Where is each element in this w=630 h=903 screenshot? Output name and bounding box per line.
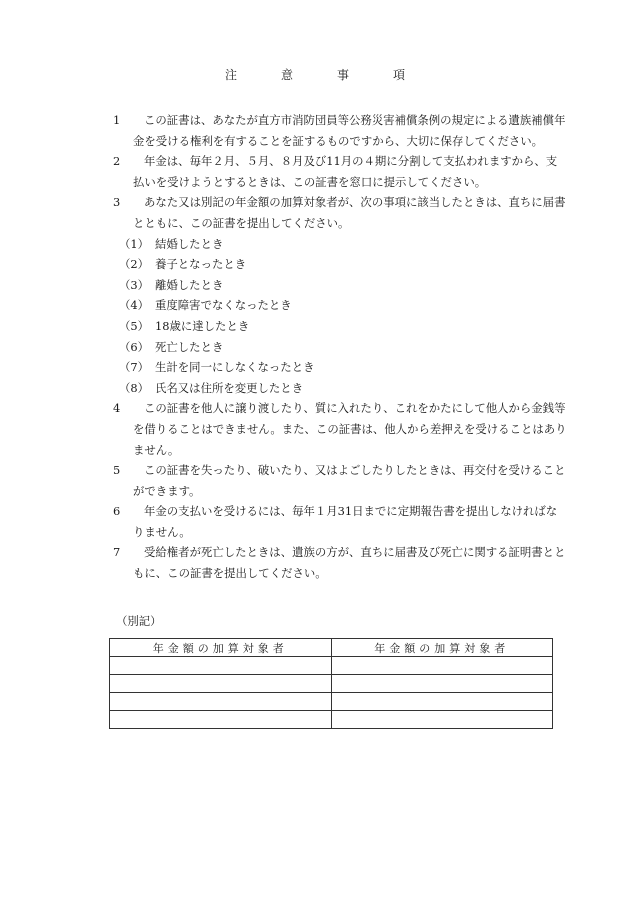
sub-item — [113, 337, 568, 358]
item-text: この証書を失ったり、破いたり、又はよごしたりしたときは、再交付を受けることができます。 — [133, 463, 566, 498]
annex-header-cell: 年金額の加算対象者 — [331, 639, 553, 657]
notice-item — [113, 542, 568, 583]
sub-item-text: 死亡したとき — [155, 339, 224, 354]
annex-table — [109, 638, 553, 729]
sub-item-text: 結婚したとき — [155, 236, 224, 251]
annex-cell[interactable] — [331, 711, 553, 729]
sub-item — [113, 357, 568, 378]
annex-cell[interactable] — [331, 693, 553, 711]
notice-item — [113, 501, 568, 542]
sub-item-text: 離婚したとき — [155, 277, 224, 292]
sub-item-number: （4） — [119, 298, 150, 313]
annex-cell[interactable] — [331, 675, 553, 693]
sub-item — [113, 254, 568, 275]
annex-header-cell: 年金額の加算対象者 — [110, 639, 332, 657]
title-char: 事 — [337, 68, 350, 82]
item-text: この証書を他人に譲り渡したり、質に入れたり、これをかたにして他人から金銭等を借りることはできません。また、この証書は、他人から差押えを受けることはありません。 — [133, 401, 567, 457]
item-number: 3 — [113, 195, 121, 210]
sub-item-text: 氏名又は住所を変更したとき — [155, 380, 304, 395]
item-text: 受給権者が死亡したときは、遺族の方が、直ちに届書及び死亡に関する証明書とともに、この証書を提出してください。 — [133, 545, 566, 581]
item-text: あなた又は別記の年金額の加算対象者が、次の事項に該当したときは、直ちに届書とともに、この証書を提出してください。 — [133, 195, 566, 230]
sub-item — [113, 378, 568, 399]
item-text: この証書は、あなたが直方市消防団員等公務災害補償条例の規定による遺族補償年金を受ける権利を有することを証するものですから、大切に保存してください。 — [133, 113, 566, 148]
annex-cell[interactable] — [110, 693, 332, 711]
sub-item-text: 18歳に達したとき — [155, 318, 250, 333]
notice-item — [113, 151, 568, 192]
item-number: 6 — [113, 504, 121, 519]
notice-item — [113, 110, 568, 151]
sub-item-number: （6） — [119, 339, 150, 354]
sub-item-number: （1） — [119, 236, 150, 251]
annex-body — [110, 657, 553, 729]
annex-row — [110, 711, 553, 729]
item-number: 4 — [113, 401, 121, 416]
annex-cell[interactable] — [110, 657, 332, 675]
notice-item — [113, 398, 568, 460]
annex-row — [110, 693, 553, 711]
sub-item-text: 生計を同一にしなくなったとき — [155, 360, 315, 375]
sub-item — [113, 316, 568, 337]
item-number: 1 — [113, 113, 121, 127]
sub-item-number: （2） — [119, 257, 150, 272]
sub-item-number: （5） — [119, 318, 150, 333]
sub-item-number: （7） — [119, 360, 150, 375]
page-title — [0, 66, 630, 83]
sub-item — [113, 234, 568, 255]
item-text: 年金の支払いを受けるには、毎年１月31日までに定期報告書を提出しなければなりません。 — [133, 504, 558, 539]
notice-item — [113, 192, 568, 233]
sub-item — [113, 275, 568, 296]
sub-item-number: （3） — [119, 277, 150, 292]
annex-header-row — [110, 639, 553, 657]
title-char: 項 — [393, 68, 406, 82]
item-text: 年金は、毎年２月、５月、８月及び11月の４期に分割して支払われますから、支払いを受けようとするときは、この証書を窓口に提示してください。 — [133, 154, 558, 189]
annex-row — [110, 657, 553, 675]
item-number: 2 — [113, 154, 121, 169]
annex-cell[interactable] — [110, 675, 332, 693]
sub-item-text: 養子となったとき — [155, 257, 247, 272]
sub-item-text: 重度障害でなくなったとき — [155, 298, 292, 313]
annex-cell[interactable] — [110, 711, 332, 729]
annex-cell[interactable] — [331, 657, 553, 675]
annex-label: （別記） — [116, 614, 162, 628]
item-number: 7 — [113, 545, 121, 560]
title-char: 意 — [280, 68, 293, 82]
notice-list — [113, 110, 568, 584]
title-char: 注 — [224, 68, 237, 82]
sub-item — [113, 295, 568, 316]
item-number: 5 — [113, 463, 121, 478]
sub-item-number: （8） — [119, 380, 150, 395]
annex-row — [110, 675, 553, 693]
notice-item — [113, 460, 568, 501]
